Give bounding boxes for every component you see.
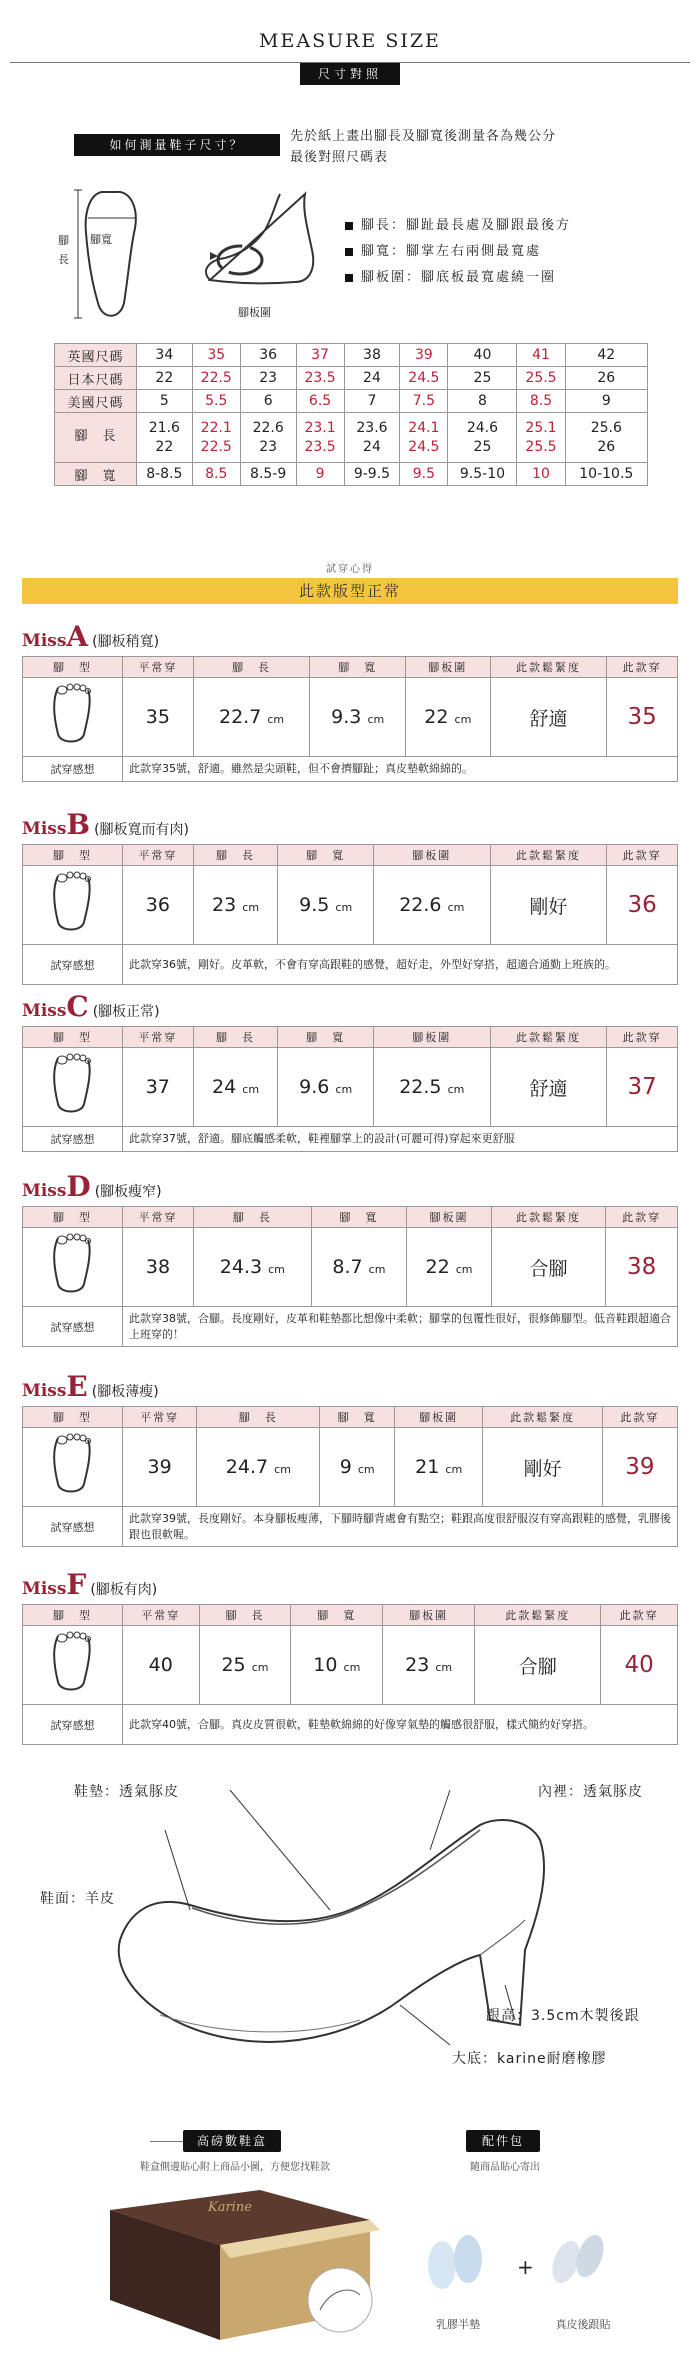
size-row-label: 美國尺碼 (55, 390, 137, 413)
size-cell: 24.6 25 (448, 413, 517, 463)
size-cell: 10-10.5 (565, 463, 647, 486)
review-header-cell: 此款鬆緊度 (490, 845, 607, 866)
fit-review-table (22, 1406, 678, 1547)
fit-banner: 此款版型正常 (22, 578, 678, 604)
comment-label: 試穿感想 (23, 1127, 123, 1152)
size-cell: 6.5 (296, 390, 344, 413)
foot-width: 10 cm (291, 1626, 383, 1705)
miss-letter: D (66, 1170, 91, 1203)
fit-review-subtitle: 試穿心得 (326, 564, 374, 575)
miss-letter: A (66, 620, 89, 653)
foot-shape-icon (23, 678, 123, 757)
instep: 23 cm (383, 1626, 475, 1705)
fit-review-table (22, 1604, 678, 1745)
fit-tightness: 剛好 (490, 866, 607, 945)
review-header-cell: 腳板圍 (394, 1407, 482, 1428)
size-cell: 41 (517, 344, 565, 367)
fit-review-table (22, 656, 678, 782)
review-header-cell: 此款鬆緊度 (475, 1605, 601, 1626)
review-header-cell: 此款鬆緊度 (491, 1207, 605, 1228)
review-header-cell: 平常穿 (123, 845, 194, 866)
fit-review-table (22, 1206, 678, 1347)
size-cell: 7.5 (400, 390, 448, 413)
foot-width: 8.7 cm (311, 1228, 407, 1307)
review-header-cell: 腳 長 (193, 1027, 278, 1048)
review-header-cell: 腳 寬 (320, 1407, 395, 1428)
comment-label: 試穿感想 (23, 1307, 123, 1347)
miss-prefix: Miss (22, 1381, 67, 1401)
size-row-label: 英國尺碼 (55, 344, 137, 367)
review-header-cell: 平常穿 (123, 1027, 194, 1048)
size-row (55, 344, 648, 367)
fit-tightness: 合腳 (475, 1626, 601, 1705)
miss-desc: (腳板正常) (92, 1004, 160, 1020)
legend-foot-length: 腳長：腳趾最長處及腳跟最後方 (345, 214, 571, 233)
foot-length: 25 cm (199, 1626, 291, 1705)
foot-shape-icon (23, 1048, 123, 1127)
miss-prefix: Miss (22, 1001, 67, 1021)
size-cell: 24.5 (400, 367, 448, 390)
size-cell: 40 (448, 344, 517, 367)
foot-width: 9.6 cm (278, 1048, 373, 1127)
kit-title: 配件包 (466, 2130, 540, 2152)
miss-letter: B (66, 808, 91, 841)
foot-width: 9.5 cm (278, 866, 373, 945)
instep: 21 cm (394, 1428, 482, 1507)
foot-width: 9.3 cm (310, 678, 405, 757)
heel-label: 跟高：3.5cm木製後跟 (486, 2008, 640, 2024)
comment-label: 試穿感想 (23, 1507, 123, 1547)
review-header-cell: 平常穿 (123, 1407, 197, 1428)
normal-size: 38 (123, 1228, 194, 1307)
size-row (55, 463, 648, 486)
size-row (55, 390, 648, 413)
legend-foot-width: 腳寬：腳掌左右兩側最寬處 (345, 240, 541, 259)
fit-tightness: 合腳 (491, 1228, 605, 1307)
review-header-cell: 平常穿 (123, 1207, 194, 1228)
size-cell: 8 (448, 390, 517, 413)
foot-width: 9 cm (320, 1428, 395, 1507)
section-subtitle: 尺寸對照 (300, 63, 400, 85)
review-header-cell: 腳 寬 (310, 657, 405, 678)
how-to-line-2: 最後對照尺碼表 (290, 150, 389, 165)
fit-tightness: 舒適 (490, 678, 607, 757)
size-cell: 9 (296, 463, 344, 486)
review-header-cell: 腳 長 (193, 845, 278, 866)
how-to-measure-badge: 如何測量鞋子尺寸？ (74, 134, 280, 156)
miss-desc: (腳板薄瘦) (91, 1384, 159, 1400)
review-header-cell: 腳 型 (23, 1407, 123, 1428)
review-comment: 此款穿40號，合腳。真皮皮質很軟，鞋墊軟綿綿的好像穿氣墊的觸感很舒服，樣式簡約好穿搭。 (123, 1705, 678, 1745)
review-header-cell: 此款鬆緊度 (483, 1407, 602, 1428)
normal-size: 37 (123, 1048, 194, 1127)
normal-size: 40 (123, 1626, 200, 1705)
latex-pad-image (420, 2225, 490, 2295)
size-cell: 23.1 23.5 (296, 413, 344, 463)
size-cell: 23.6 24 (344, 413, 400, 463)
size-cell: 8.5-9 (240, 463, 296, 486)
size-row-label: 日本尺碼 (55, 367, 137, 390)
miss-title (22, 808, 189, 841)
review-header-cell: 腳 長 (194, 1207, 312, 1228)
review-header-cell: 腳 型 (23, 1027, 123, 1048)
foot-side-diagram (180, 190, 330, 300)
review-header-cell: 腳 寬 (278, 845, 373, 866)
box-title: 高磅數鞋盒 (183, 2130, 281, 2152)
review-header-cell: 平常穿 (123, 657, 194, 678)
foot-width-label: 腳寬 (90, 233, 112, 246)
review-header-cell: 腳 型 (23, 657, 123, 678)
sole-label: 大底：karine耐磨橡膠 (452, 2051, 607, 2067)
kit-caption: 隨商品貼心寄出 (470, 2162, 540, 2173)
recommended-size: 40 (601, 1626, 678, 1705)
recommended-size: 35 (607, 678, 678, 757)
size-cell: 24.1 24.5 (400, 413, 448, 463)
how-to-line-1: 先於紙上畫出腳長及腳寬後測量各為幾公分 (290, 129, 557, 144)
miss-prefix: Miss (22, 1579, 67, 1599)
review-header-cell: 此款穿 (607, 1027, 678, 1048)
size-cell: 22.1 22.5 (192, 413, 240, 463)
review-comment: 此款穿35號，舒適。雖然是尖頭鞋，但不會擠腳趾；真皮墊軟綿綿的。 (123, 757, 678, 782)
size-cell: 25.1 25.5 (517, 413, 565, 463)
review-header-cell: 腳 型 (23, 845, 123, 866)
size-row-label: 腳 寬 (55, 463, 137, 486)
size-cell: 26 (565, 367, 647, 390)
legend-instep: 腳板圍：腳底板最寬處繞一圈 (345, 266, 556, 285)
size-row-label: 腳 長 (55, 413, 137, 463)
miss-title (22, 990, 160, 1023)
size-cell: 24 (344, 367, 400, 390)
review-header-cell: 此款穿 (607, 657, 678, 678)
review-header-cell: 腳 型 (23, 1605, 123, 1626)
review-comment: 此款穿37號，舒適。腳底觸感柔軟，鞋裡腳掌上的設計(可麗可得)穿起來更舒服 (123, 1127, 678, 1152)
size-cell: 5.5 (192, 390, 240, 413)
review-header-cell: 腳 長 (199, 1605, 291, 1626)
foot-length-label: 腳長 (58, 234, 69, 266)
comment-label: 試穿感想 (23, 757, 123, 782)
foot-length: 24 cm (193, 1048, 278, 1127)
size-cell: 8.5 (517, 390, 565, 413)
miss-desc: (腳板稍寬) (92, 634, 160, 650)
miss-title (22, 620, 159, 653)
review-comment: 此款穿38號，合腳。長度剛好，皮革和鞋墊都比想像中柔軟；腳掌的包覆性很好，很修飾腳型。低音鞋跟超適合上班穿的！ (123, 1307, 678, 1347)
recommended-size: 36 (607, 866, 678, 945)
size-cell: 9 (565, 390, 647, 413)
miss-desc: (腳板有肉) (90, 1582, 158, 1598)
review-header-cell: 此款穿 (606, 1207, 678, 1228)
size-cell: 10 (517, 463, 565, 486)
review-comment: 此款穿36號，剛好。皮革軟，不會有穿高跟鞋的感覺，超好走，外型好穿搭，超適合通勤上班族的。 (123, 945, 678, 985)
normal-size: 39 (123, 1428, 197, 1507)
size-cell: 37 (296, 344, 344, 367)
instep: 22.5 cm (373, 1048, 490, 1127)
size-row (55, 413, 648, 463)
insole-label: 鞋墊：透氣豚皮 (74, 1784, 179, 1800)
size-cell: 6 (240, 390, 296, 413)
size-cell: 8-8.5 (137, 463, 193, 486)
miss-prefix: Miss (22, 631, 67, 651)
size-chart-table (54, 343, 648, 486)
review-header-cell: 腳板圍 (373, 1027, 490, 1048)
page-title: MEASURE SIZE (259, 30, 441, 52)
miss-desc: (腳板寬而有肉) (94, 822, 190, 838)
review-header-cell: 腳 寬 (278, 1027, 373, 1048)
fit-review-table (22, 1026, 678, 1152)
latex-pad-label: 乳膠半墊 (436, 2318, 480, 2331)
size-row (55, 367, 648, 390)
size-cell: 9-9.5 (344, 463, 400, 486)
size-cell: 25.6 26 (565, 413, 647, 463)
recommended-size: 37 (607, 1048, 678, 1127)
box-brand: Karine (208, 2200, 252, 2215)
heel-pad-image (544, 2222, 614, 2292)
review-comment: 此款穿39號，長度剛好。本身腳板瘦薄，下腳時腳背處會有點空；鞋跟高度很舒服沒有穿高跟鞋的感覺，乳膠後跟也很軟喔。 (123, 1507, 678, 1547)
size-cell: 5 (137, 390, 193, 413)
size-cell: 25.5 (517, 367, 565, 390)
review-header-cell: 此款鬆緊度 (490, 657, 607, 678)
normal-size: 35 (123, 678, 194, 757)
foot-shape-icon (23, 1626, 123, 1705)
foot-shape-icon (23, 866, 123, 945)
review-header-cell: 腳板圍 (405, 657, 490, 678)
review-header-cell: 腳板圍 (373, 845, 490, 866)
instep: 22 cm (405, 678, 490, 757)
size-cell: 22.5 (192, 367, 240, 390)
size-cell: 39 (400, 344, 448, 367)
review-header-cell: 腳 寬 (291, 1605, 383, 1626)
miss-title (22, 1170, 162, 1203)
miss-prefix: Miss (22, 819, 67, 839)
box-caption: 鞋盒側邊貼心附上商品小圖，方便您找鞋款 (140, 2162, 330, 2173)
upper-label: 鞋面：羊皮 (40, 1891, 115, 1907)
heel-pad-label: 真皮後跟貼 (555, 2318, 611, 2331)
fit-tightness: 剛好 (483, 1428, 602, 1507)
review-header-cell: 腳 長 (193, 657, 310, 678)
review-header-cell: 腳 長 (197, 1407, 320, 1428)
recommended-size: 39 (602, 1428, 677, 1507)
miss-letter: F (66, 1568, 87, 1601)
review-header-cell: 此款穿 (602, 1407, 677, 1428)
size-cell: 42 (565, 344, 647, 367)
miss-desc: (腳板瘦窄) (94, 1184, 162, 1200)
recommended-size: 38 (606, 1228, 678, 1307)
foot-length: 22.7 cm (193, 678, 310, 757)
instep-label: 腳板圍 (238, 306, 271, 319)
size-cell: 35 (192, 344, 240, 367)
miss-title (22, 1370, 159, 1403)
plus-sign: + (517, 2255, 534, 2279)
size-cell: 23 (240, 367, 296, 390)
comment-label: 試穿感想 (23, 945, 123, 985)
foot-shape-icon (23, 1228, 123, 1307)
instep: 22 cm (407, 1228, 492, 1307)
fit-review-table (22, 844, 678, 985)
size-cell: 22 (137, 367, 193, 390)
review-header-cell: 平常穿 (123, 1605, 200, 1626)
size-cell: 22.6 23 (240, 413, 296, 463)
review-header-cell: 腳板圍 (407, 1207, 492, 1228)
miss-title (22, 1568, 157, 1601)
review-header-cell: 腳 型 (23, 1207, 123, 1228)
shoe-illustration (100, 1780, 620, 2080)
size-cell: 9.5-10 (448, 463, 517, 486)
size-cell: 38 (344, 344, 400, 367)
size-cell: 25 (448, 367, 517, 390)
fit-tightness: 舒適 (490, 1048, 607, 1127)
review-header-cell: 腳板圍 (383, 1605, 475, 1626)
normal-size: 36 (123, 866, 194, 945)
size-cell: 23.5 (296, 367, 344, 390)
review-header-cell: 此款穿 (607, 845, 678, 866)
comment-label: 試穿感想 (23, 1705, 123, 1745)
miss-letter: E (66, 1370, 88, 1403)
size-cell: 8.5 (192, 463, 240, 486)
foot-length: 24.7 cm (197, 1428, 320, 1507)
size-cell: 7 (344, 390, 400, 413)
miss-letter: C (66, 990, 89, 1023)
lining-label: 內裡：透氣豚皮 (538, 1784, 643, 1800)
foot-shape-icon (23, 1428, 123, 1507)
foot-length: 24.3 cm (194, 1228, 312, 1307)
instep: 22.6 cm (373, 866, 490, 945)
size-cell: 34 (137, 344, 193, 367)
miss-prefix: Miss (22, 1181, 67, 1201)
size-cell: 9.5 (400, 463, 448, 486)
review-header-cell: 腳 寬 (311, 1207, 407, 1228)
review-header-cell: 此款穿 (601, 1605, 678, 1626)
foot-length: 23 cm (193, 866, 278, 945)
size-cell: 21.6 22 (137, 413, 193, 463)
size-cell: 36 (240, 344, 296, 367)
review-header-cell: 此款鬆緊度 (490, 1027, 607, 1048)
